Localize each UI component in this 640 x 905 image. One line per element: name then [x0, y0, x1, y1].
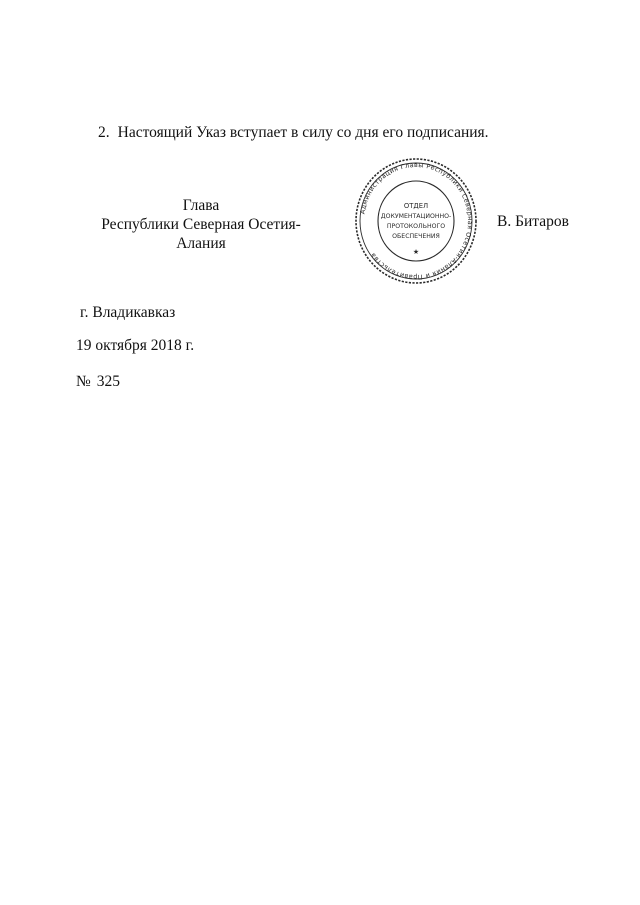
clause-text: Настоящий Указ вступает в силу со дня его подписания. — [117, 124, 489, 141]
issue-place: г. Владикавказ — [80, 304, 176, 321]
clause-number: 2. — [98, 124, 110, 141]
signatory-title-line1: Глава — [182, 197, 220, 214]
signatory-title — [78, 196, 324, 253]
seal-center-line1: ОТДЕЛ — [403, 202, 429, 210]
number-sign: № — [76, 373, 91, 390]
signatory-title-line2: Республики Северная Осетия-Алания — [101, 216, 301, 252]
clause-paragraph — [98, 124, 489, 142]
issue-date: 19 октября 2018 г. — [76, 337, 195, 354]
seal-star-icon: ★ — [412, 248, 420, 256]
seal-outer-text: Администрация Главы Республики Северная Осетия-Алания и Правительства — [358, 160, 475, 282]
seal-center-line3: ПРОТОКОЛЬНОГО — [386, 223, 446, 230]
signatory-name: В. Битаров — [497, 213, 569, 230]
decree-number — [76, 373, 120, 391]
svg-text:Администрация Главы Республики — [358, 161, 474, 281]
seal-center-line4: ОБЕСПЕЧЕНИЯ — [392, 233, 440, 240]
official-seal-stamp — [354, 156, 478, 286]
number-value: 325 — [96, 373, 121, 390]
seal-center-line2: ДОКУМЕНТАЦИОННО- — [380, 213, 452, 220]
